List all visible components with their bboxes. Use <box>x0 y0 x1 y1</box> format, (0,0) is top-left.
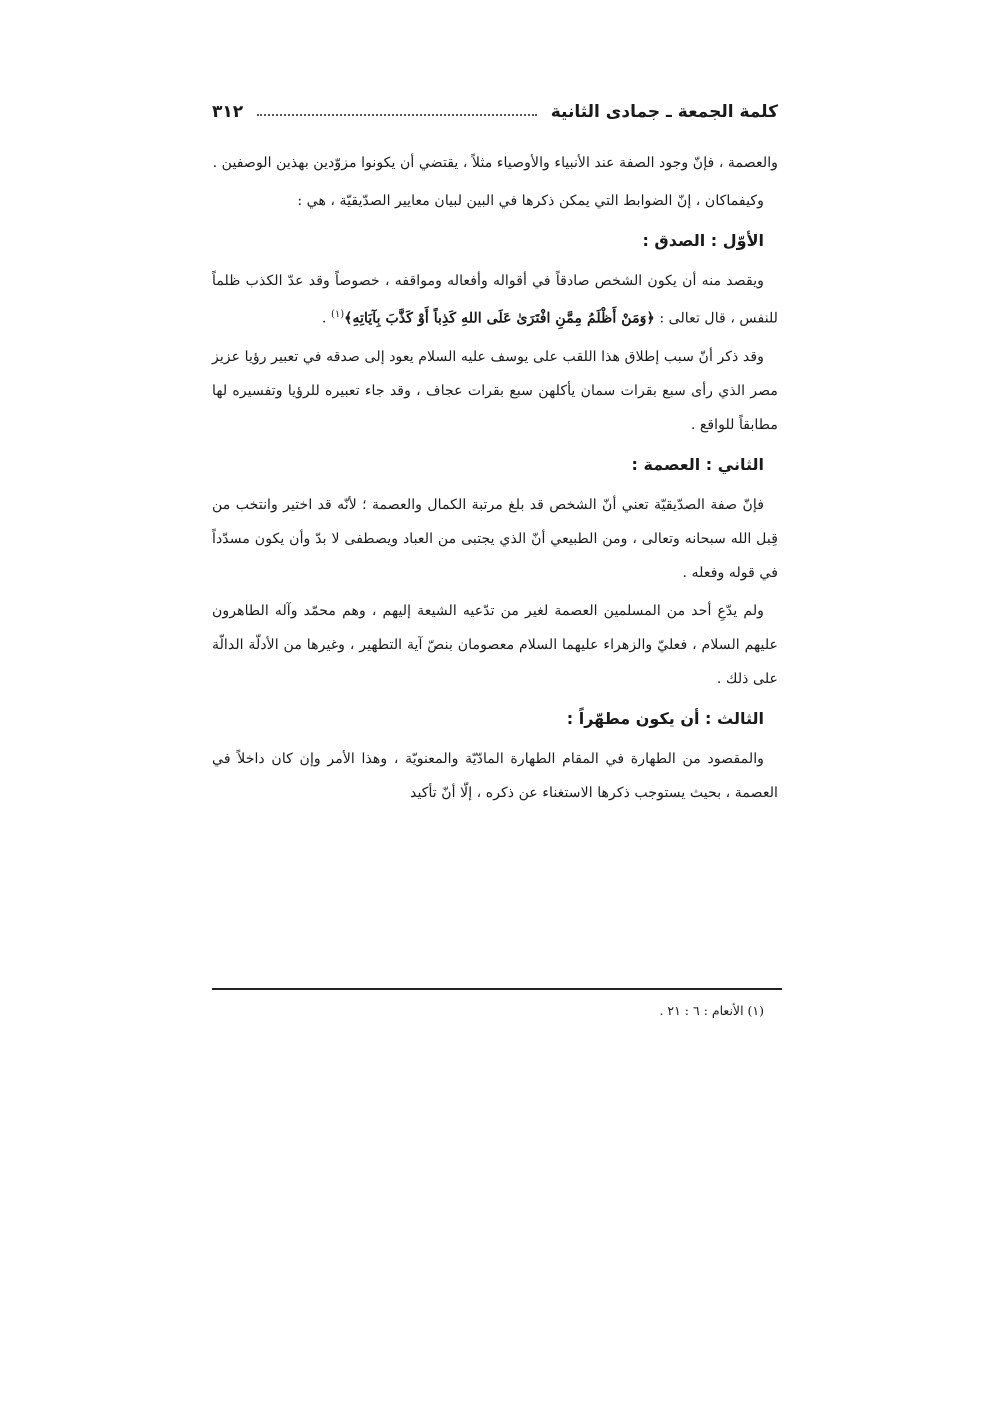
paragraph-7: والمقصود من الطهارة في المقام الطهارة المادّيّة والمعنويّة ، وهذا الأمر وإن كان داخلاً في العصمة ، بحيث يستوجب ذكرها الاستغناء عن ذكره ، إلّا أنّ تأكيد <box>212 750 778 801</box>
paragraph-3-end: . <box>321 310 327 327</box>
page-content <box>212 92 778 814</box>
quran-verse: ﴿وَمَنْ أَظْلَمُ مِمَّنِ افْتَرَىٰ عَلَى اللهِ كَذِباً أَوْ كَذَّبَ بِآيَاتِهِ﴾ <box>344 310 655 327</box>
header-dotted-leader <box>257 114 537 116</box>
running-header <box>212 92 778 132</box>
footnote: (١) الأنعام : ٦ : ٢١ . <box>659 1003 764 1018</box>
footnote-divider <box>212 988 782 990</box>
footnote-reference[interactable]: (١) <box>330 309 345 320</box>
paragraph-2: وكيفماكان ، إنّ الضوابط التي يمكن ذكرها في البين لبيان معايير الصدّيقيّة ، هي : <box>297 193 764 209</box>
section-heading-purity: الثالث : أن يكون مطهّراً : <box>566 708 764 728</box>
paragraph-4: وقد ذكر أنّ سبب إطلاق هذا اللقب على يوسف عليه السلام يعود إلى صدقه في تعبير رؤيا عزيز مصر الذي رأى سبع بقرات سمان يأكلهن سبع بقرات عجاف ، وقد جاء تعبيره للرؤيا وتفسيره لها مطابقاً للواقع . <box>212 348 778 433</box>
section-heading-infallibility: الثاني : العصمة : <box>631 454 764 474</box>
page-number: ٣١٢ <box>212 102 244 122</box>
section-heading-truthfulness: الأوّل : الصدق : <box>642 231 764 250</box>
paragraph-1: والعصمة ، فإنّ وجود الصفة عند الأنبياء والأوصياء مثلاً ، يقتضي أن يكونوا مزوّدين بهذين الوصفين . <box>212 155 778 171</box>
paragraph-3 <box>212 264 778 336</box>
header-title: كلمة الجمعة ـ جمادى الثانية <box>550 102 778 122</box>
paragraph-5: فإنّ صفة الصدّيقيّة تعني أنّ الشخص قد بلغ مرتبة الكمال والعصمة ؛ لأنّه قد اختير وانتخب من قِبل الله سبحانه وتعالى ، ومن الطبيعي أنّ الذي يجتبى من العباد ويصطفى لا بدّ وأن يكون مسدّداً في قوله وفعله . <box>212 496 778 581</box>
paragraph-6: ولم يدّعِ أحد من المسلمين العصمة لغير من تدّعيه الشيعة إليهم ، وهم محمّد وآله الطاهرون عليهم السلام ، فعليّ والزهراء عليهما السلام معصومان بنصّ آية التطهير ، وغيرها من الأدلّة الدالّة على ذلك . <box>212 602 778 687</box>
paragraph-3-text: ويقصد منه أن يكون الشخص صادقاً في أقواله وأفعاله ومواقفه ، خصوصاً وقد عدّ الكذب ظلماً للنفس ، قال تعالى : <box>212 273 778 327</box>
